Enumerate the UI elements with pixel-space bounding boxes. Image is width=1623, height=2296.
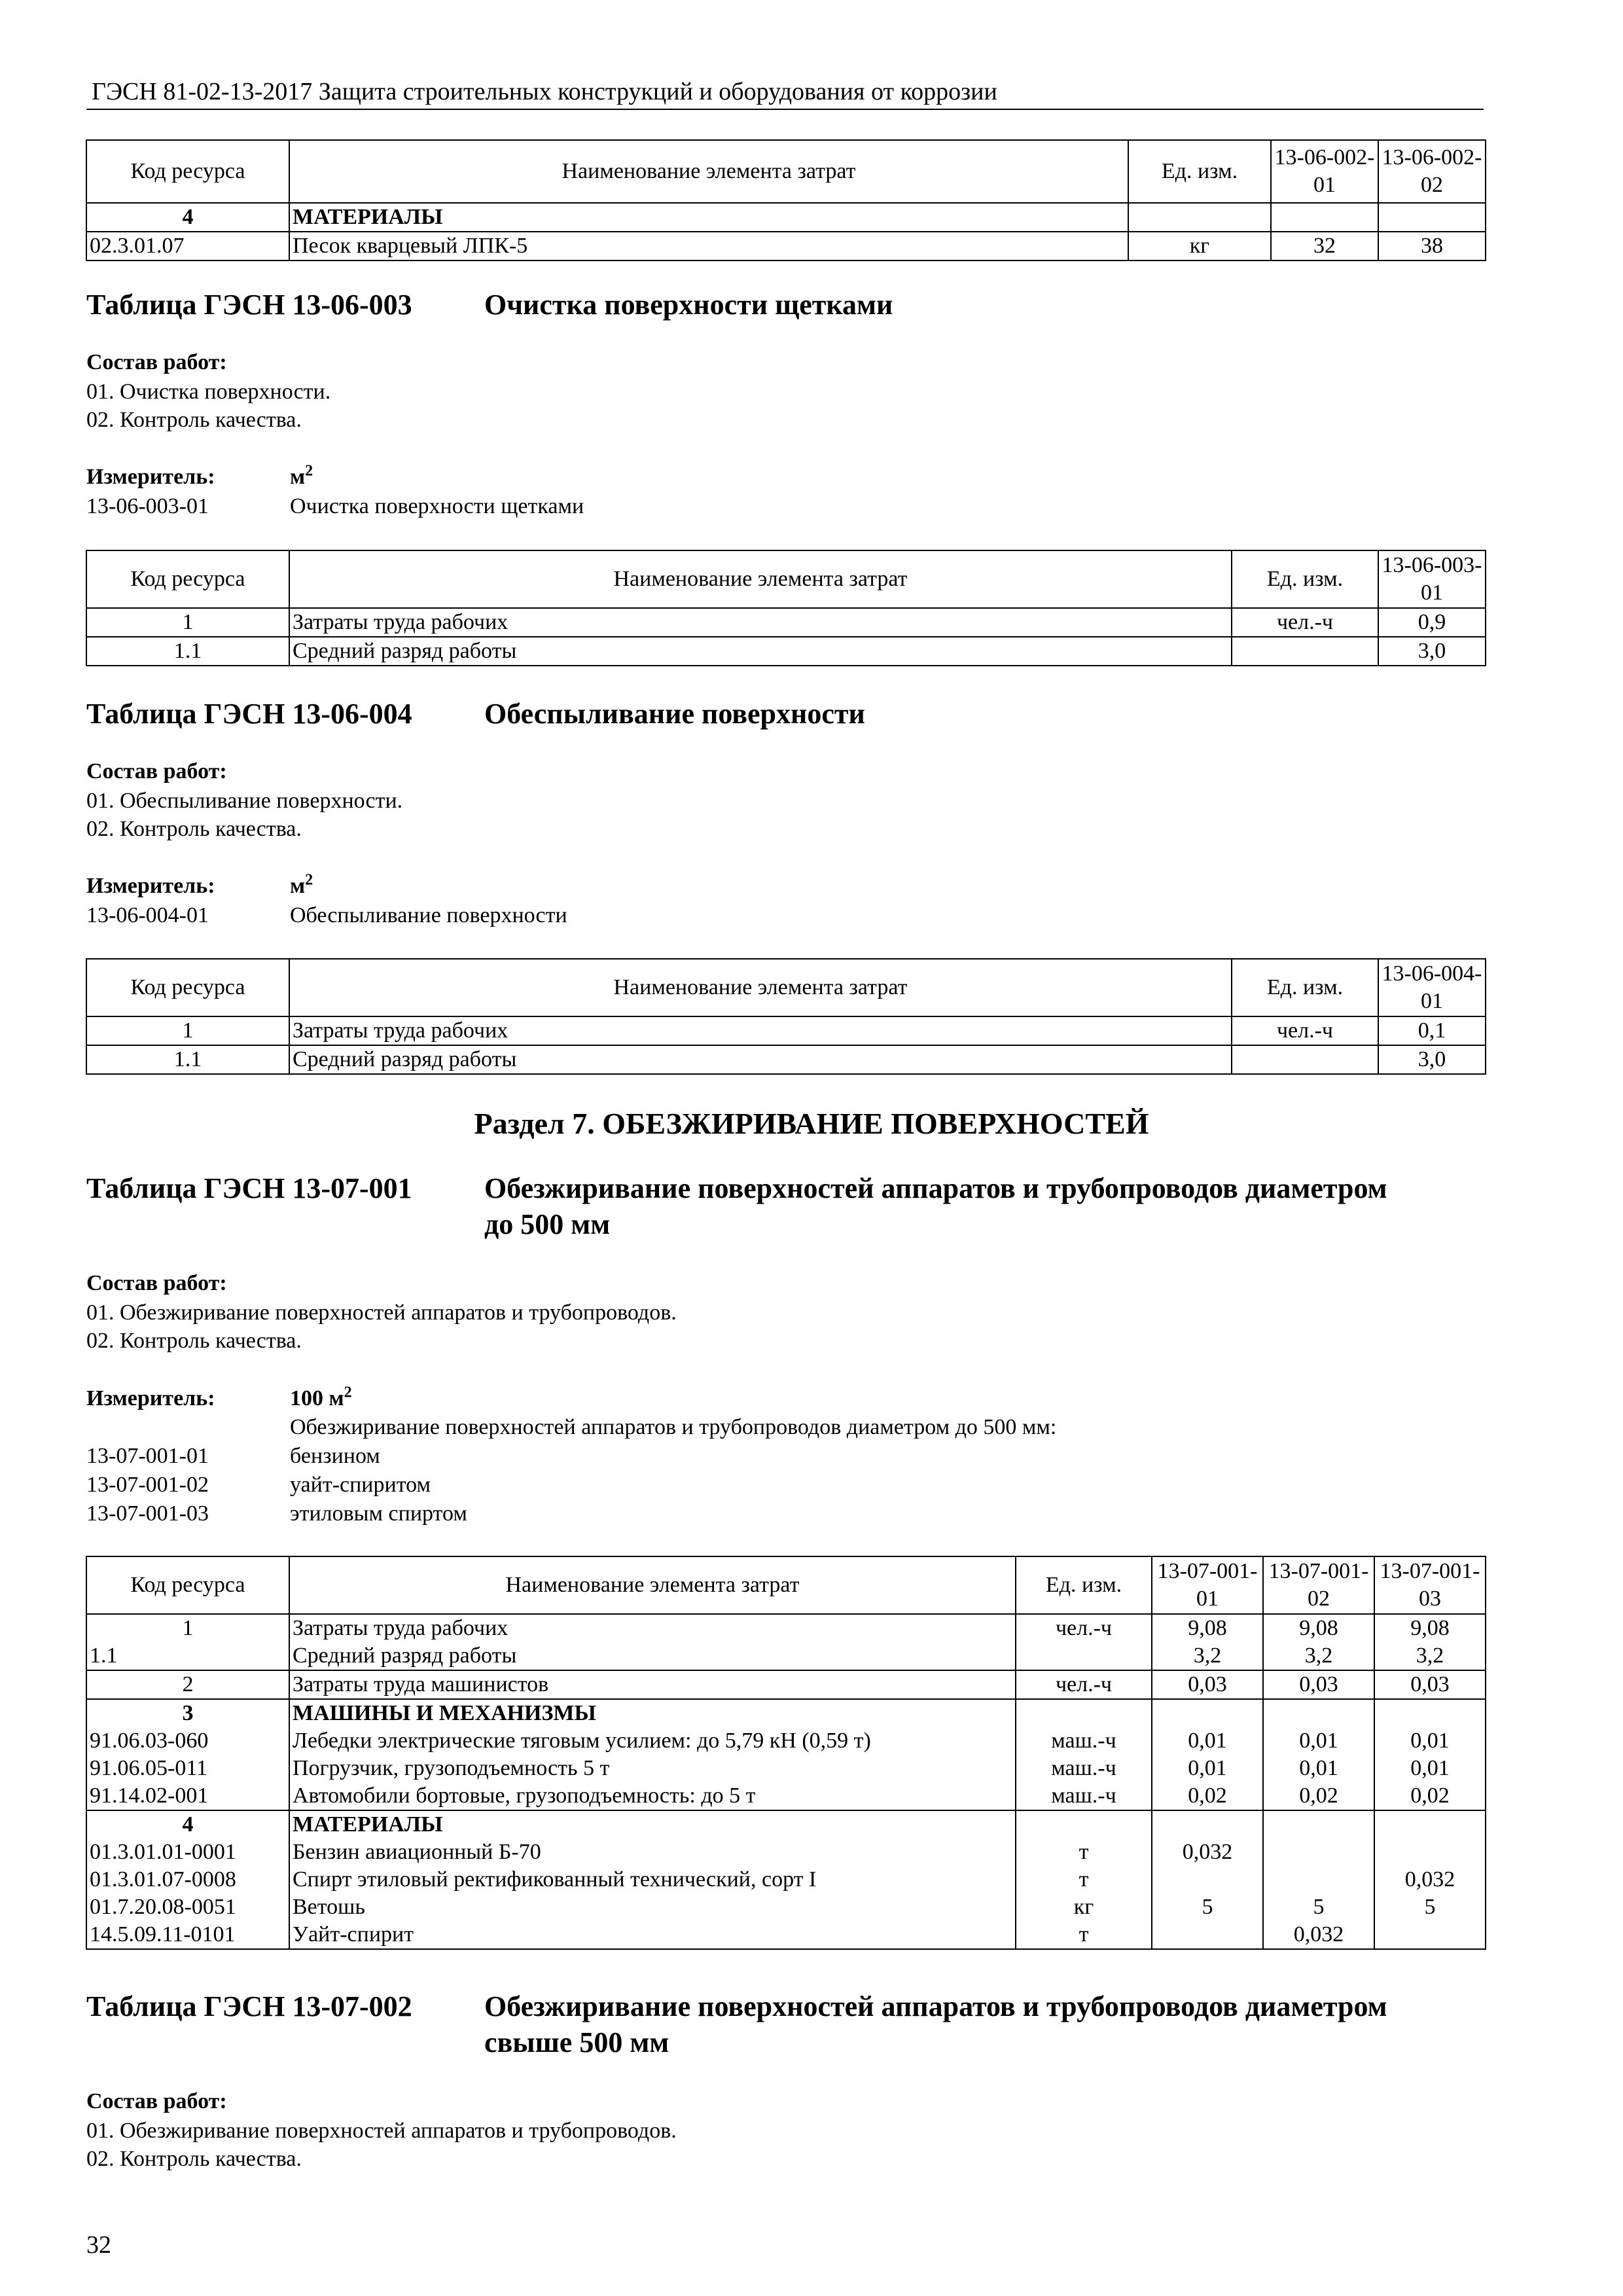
cell-name: Затраты труда машинистов: [289, 1670, 1016, 1699]
norm-code: 13-07-001-02: [86, 1473, 209, 1497]
cell-code: 91.14.02-001: [86, 1782, 289, 1810]
cell-value: 0,01: [1263, 1727, 1374, 1755]
cell-code: 1.1: [86, 637, 289, 666]
table-title-code: Таблица ГЭСН 13-07-001: [86, 1172, 412, 1204]
cell-unit: кг: [1016, 1893, 1152, 1921]
cell-name: Затраты труда рабочих: [289, 1614, 1016, 1642]
cell-code: 01.7.20.08-0051: [86, 1893, 289, 1921]
cell-unit: [1232, 1045, 1378, 1074]
cell-value: 3,2: [1263, 1642, 1374, 1670]
cell-unit: т: [1016, 1839, 1152, 1866]
cell-code: 1: [86, 1016, 289, 1045]
cell-value: 0,01: [1152, 1727, 1263, 1755]
table-row: [86, 1614, 1486, 1642]
cell-name: Средний разряд работы: [289, 1642, 1016, 1670]
cell-value: 9,08: [1374, 1614, 1486, 1642]
cell-code: 1: [86, 1614, 289, 1642]
cell-name: МАТЕРИАЛЫ: [289, 1810, 1016, 1839]
cell-unit: маш.-ч: [1016, 1782, 1152, 1810]
work-item: 02. Контроль качества.: [86, 817, 302, 841]
cell-name: МАТЕРИАЛЫ: [289, 203, 1128, 232]
cell-value: [1378, 203, 1486, 232]
works-label: Состав работ:: [86, 2089, 227, 2113]
col-norm-header: 13-06-002-02: [1378, 140, 1486, 203]
cell-value: [1374, 1921, 1486, 1949]
cell-unit: маш.-ч: [1016, 1755, 1152, 1782]
table-row: [86, 1755, 1486, 1782]
cell-code: 14.5.09.11-0101: [86, 1921, 289, 1949]
work-item: 02. Контроль качества.: [86, 2147, 302, 2171]
cell-value: 9,08: [1263, 1614, 1374, 1642]
cell-value: [1374, 1699, 1486, 1727]
cell-value: 5: [1374, 1893, 1486, 1921]
cell-name: Погрузчик, грузоподъемность 5 т: [289, 1755, 1016, 1782]
cell-value: [1152, 1699, 1263, 1727]
table-13-07-001: [86, 1556, 1486, 1950]
table-row: [86, 1642, 1486, 1670]
norm-code: 13-06-003-01: [86, 494, 209, 518]
cell-value: 38: [1378, 232, 1486, 260]
cell-value: 9,08: [1152, 1614, 1263, 1642]
cell-unit: [1016, 1642, 1152, 1670]
table-title-text: Очистка поверхности щетками: [484, 289, 893, 321]
section-heading: Раздел 7. ОБЕЗЖИРИВАНИЕ ПОВЕРХНОСТЕЙ: [474, 1107, 1149, 1140]
cell-code: 4: [86, 1810, 289, 1839]
table-title-text-cont: до 500 мм: [484, 1208, 611, 1240]
cell-name: Средний разряд работы: [289, 637, 1232, 666]
cell-value: 3,0: [1378, 637, 1486, 666]
col-unit-header: Ед. изм.: [1232, 959, 1378, 1016]
cell-code: 3: [86, 1699, 289, 1727]
running-header: ГЭСН 81-02-13-2017 Защита строительных конструкций и оборудования от коррозии: [92, 78, 997, 105]
cell-unit: т: [1016, 1866, 1152, 1893]
col-code-header: Код ресурса: [86, 140, 289, 203]
cell-value: [1263, 1839, 1374, 1866]
cell-code: 01.3.01.01-0001: [86, 1839, 289, 1866]
work-item: 02. Контроль качества.: [86, 408, 302, 432]
table-13-06-002-continued: [86, 139, 1486, 261]
col-code-header: Код ресурса: [86, 1556, 289, 1614]
col-norm-header: 13-06-003-01: [1378, 550, 1486, 608]
cell-value: [1152, 1921, 1263, 1949]
norm-name: уайт-спиритом: [290, 1473, 431, 1497]
cell-value: [1374, 1810, 1486, 1839]
cell-value: [1263, 1866, 1374, 1893]
table-row: [86, 1670, 1486, 1699]
cell-unit: кг: [1128, 232, 1271, 260]
norm-name: Очистка поверхности щетками: [290, 494, 584, 518]
cell-value: 0,01: [1152, 1755, 1263, 1782]
table-row: [86, 1699, 1486, 1727]
cell-value: 0,02: [1263, 1782, 1374, 1810]
table-title-text: Обеспыливание поверхности: [484, 698, 865, 730]
cell-name: Затраты труда рабочих: [289, 1016, 1232, 1045]
work-item: 02. Контроль качества.: [86, 1329, 302, 1353]
cell-name: Автомобили бортовые, грузоподъемность: до 5 т: [289, 1782, 1016, 1810]
col-norm-header: 13-06-004-01: [1378, 959, 1486, 1016]
table-title-code: Таблица ГЭСН 13-07-002: [86, 1990, 412, 2022]
table-row: [86, 1045, 1486, 1074]
cell-code: 02.3.01.07: [86, 232, 289, 260]
cell-unit: [1128, 203, 1271, 232]
cell-unit: [1016, 1699, 1152, 1727]
cell-value: 0,01: [1374, 1755, 1486, 1782]
norm-name: бензином: [290, 1444, 380, 1468]
cell-name: Бензин авиационный Б-70: [289, 1839, 1016, 1866]
table-title-text: Обезжиривание поверхностей аппаратов и трубопроводов диаметром: [484, 1172, 1387, 1204]
cell-code: 91.06.03-060: [86, 1727, 289, 1755]
col-code-header: Код ресурса: [86, 959, 289, 1016]
col-name-header: Наименование элемента затрат: [289, 140, 1128, 203]
cell-value: 3,0: [1378, 1045, 1486, 1074]
col-unit-header: Ед. изм.: [1232, 550, 1378, 608]
page-number: 32: [86, 2231, 111, 2259]
norm-code: 13-07-001-03: [86, 1501, 209, 1526]
measure-unit: $м^2$: [290, 462, 313, 489]
cell-value: [1271, 203, 1378, 232]
work-item: 01. Обезжиривание поверхностей аппаратов и трубопроводов.: [86, 1300, 677, 1325]
cell-name: Лебедки электрические тяговым усилием: до 5,79 кН (0,59 т): [289, 1727, 1016, 1755]
cell-value: 5: [1263, 1893, 1374, 1921]
table-title-text-cont: свыше 500 мм: [484, 2026, 669, 2058]
norm-name: этиловым спиртом: [290, 1501, 467, 1526]
col-norm-header: 13-06-002-01: [1271, 140, 1378, 203]
table-row: [86, 1839, 1486, 1866]
cell-value: 0,1: [1378, 1016, 1486, 1045]
table-title-text: Обезжиривание поверхностей аппаратов и трубопроводов диаметром: [484, 1990, 1387, 2022]
table-title-code: Таблица ГЭСН 13-06-003: [86, 289, 412, 321]
works-label: Состав работ:: [86, 1271, 227, 1295]
cell-value: 3,2: [1374, 1642, 1486, 1670]
cell-value: 0,032: [1374, 1866, 1486, 1893]
measure-label: Измеритель:: [86, 874, 215, 898]
measure-label: Измеритель:: [86, 1386, 215, 1410]
cell-code: 4: [86, 203, 289, 232]
cell-unit: чел.-ч: [1016, 1614, 1152, 1642]
cell-code: 1.1: [86, 1045, 289, 1074]
cell-unit: маш.-ч: [1016, 1727, 1152, 1755]
table-row: [86, 1810, 1486, 1839]
table-13-06-004: [86, 958, 1486, 1075]
cell-value: [1152, 1866, 1263, 1893]
measure-unit: 100 $м^2$: [290, 1384, 352, 1410]
norm-code: 13-06-004-01: [86, 903, 209, 927]
norm-name: Обеспыливание поверхности: [290, 903, 567, 927]
cell-value: 0,03: [1263, 1670, 1374, 1699]
measure-label: Измеритель:: [86, 465, 215, 489]
col-name-header: Наименование элемента затрат: [289, 1556, 1016, 1614]
cell-code: 2: [86, 1670, 289, 1699]
col-norm-header: 13-07-001-02: [1263, 1556, 1374, 1614]
cell-unit: т: [1016, 1921, 1152, 1949]
table-row: [86, 637, 1486, 666]
cell-value: 0,03: [1374, 1670, 1486, 1699]
cell-unit: [1016, 1810, 1152, 1839]
cell-value: 3,2: [1152, 1642, 1263, 1670]
table-row: [86, 203, 1486, 232]
cell-value: [1263, 1699, 1374, 1727]
work-item: 01. Обезжиривание поверхностей аппаратов и трубопроводов.: [86, 2119, 677, 2143]
table-row: [86, 608, 1486, 637]
cell-name: Спирт этиловый ректификованный технический, сорт I: [289, 1866, 1016, 1893]
table-row: [86, 1016, 1486, 1045]
table-row: [86, 1921, 1486, 1949]
cell-value: 0,01: [1374, 1727, 1486, 1755]
table-row: [86, 1727, 1486, 1755]
cell-value: [1374, 1839, 1486, 1866]
cell-code: 91.06.05-011: [86, 1755, 289, 1782]
cell-unit: чел.-ч: [1016, 1670, 1152, 1699]
table-row: [86, 1866, 1486, 1893]
cell-name: Ветошь: [289, 1893, 1016, 1921]
cell-name: Уайт-спирит: [289, 1921, 1016, 1949]
cell-unit: [1232, 637, 1378, 666]
col-norm-header: 13-07-001-01: [1152, 1556, 1263, 1614]
col-code-header: Код ресурса: [86, 550, 289, 608]
col-unit-header: Ед. изм.: [1016, 1556, 1152, 1614]
cell-value: [1263, 1810, 1374, 1839]
table-title-code: Таблица ГЭСН 13-06-004: [86, 698, 412, 730]
cell-code: 01.3.01.07-0008: [86, 1866, 289, 1893]
cell-value: [1152, 1810, 1263, 1839]
table-row: [86, 232, 1486, 260]
cell-code: 1.1: [86, 1642, 289, 1670]
work-item: 01. Обеспыливание поверхности.: [86, 789, 403, 813]
col-norm-header: 13-07-001-03: [1374, 1556, 1486, 1614]
col-unit-header: Ед. изм.: [1128, 140, 1271, 203]
cell-name: Песок кварцевый ЛПК-5: [289, 232, 1128, 260]
col-name-header: Наименование элемента затрат: [289, 959, 1232, 1016]
cell-unit: чел.-ч: [1232, 608, 1378, 637]
cell-name: Средний разряд работы: [289, 1045, 1232, 1074]
cell-value: 0,032: [1152, 1839, 1263, 1866]
cell-value: 0,01: [1263, 1755, 1374, 1782]
cell-value: 5: [1152, 1893, 1263, 1921]
col-name-header: Наименование элемента затрат: [289, 550, 1232, 608]
measure-unit: $м^2$: [290, 871, 313, 898]
works-label: Состав работ:: [86, 350, 227, 374]
header-rule: [86, 109, 1484, 110]
norm-code: 13-07-001-01: [86, 1444, 209, 1468]
cell-value: 0,02: [1374, 1782, 1486, 1810]
cell-name: МАШИНЫ И МЕХАНИЗМЫ: [289, 1699, 1016, 1727]
cell-value: 0,02: [1152, 1782, 1263, 1810]
cell-name: Затраты труда рабочих: [289, 608, 1232, 637]
cell-value: 0,9: [1378, 608, 1486, 637]
work-item: 01. Очистка поверхности.: [86, 380, 331, 404]
cell-value: 0,03: [1152, 1670, 1263, 1699]
table-row: [86, 1782, 1486, 1810]
works-label: Состав работ:: [86, 759, 227, 783]
cell-value: 0,032: [1263, 1921, 1374, 1949]
cell-value: 32: [1271, 232, 1378, 260]
table-13-06-003: [86, 550, 1486, 666]
norm-group-text: Обезжиривание поверхностей аппаратов и трубопроводов диаметром до 500 мм:: [290, 1415, 1057, 1439]
cell-unit: чел.-ч: [1232, 1016, 1378, 1045]
cell-code: 1: [86, 608, 289, 637]
table-row: [86, 1893, 1486, 1921]
